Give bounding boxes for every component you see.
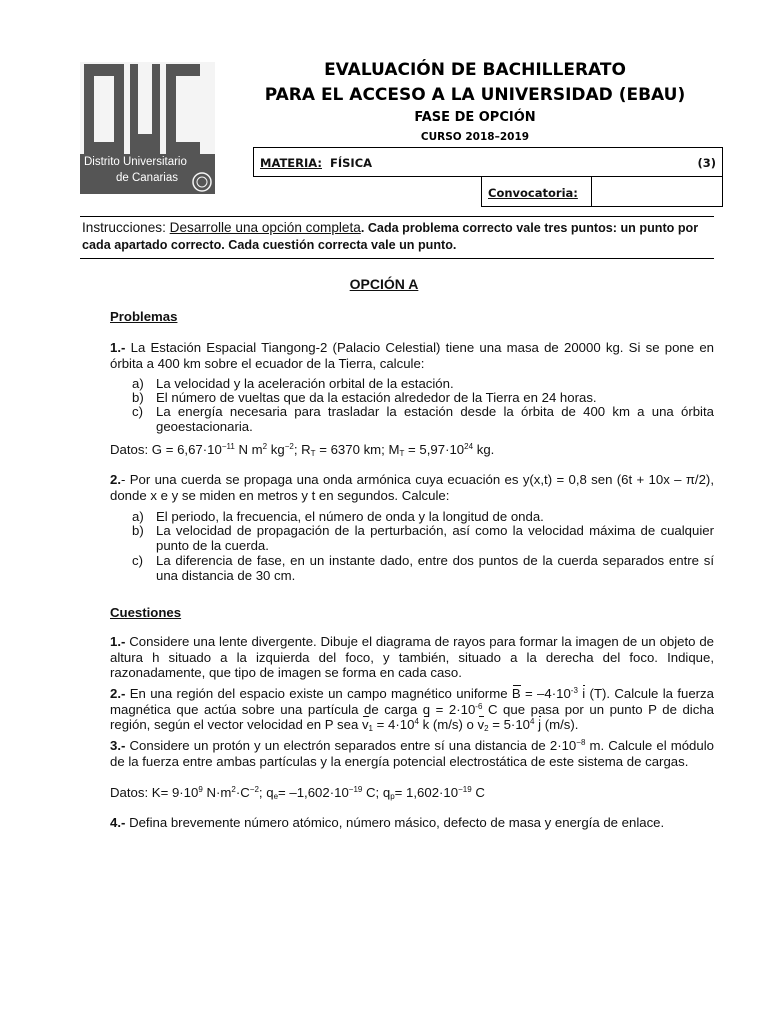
item-label: a)	[132, 509, 144, 524]
q3-d8: C	[471, 785, 485, 800]
q3-d6: C; q	[362, 785, 391, 800]
q3-data-label: Datos:	[110, 785, 149, 800]
question-1	[110, 634, 714, 681]
convocatoria-label: Convocatoria:	[488, 186, 578, 200]
question-1-number: 1.-	[110, 634, 126, 649]
question-3-number: 3.-	[110, 738, 126, 753]
instructions-rest: . Cada problema correcto vale tres puntos: un punto por cada apartado correcto. Cada cuestión correcta vale un punto.	[82, 221, 699, 252]
q3-d2: N·m	[202, 785, 232, 800]
q2-exp-3: 4	[414, 717, 419, 726]
data-rt-value: = 6370 km; M	[315, 442, 400, 457]
data-g-units: N m	[234, 442, 263, 457]
item-text: El periodo, la frecuencia, el número de onda y la longitud de onda.	[156, 509, 544, 524]
item-text: La energía necesaria para trasladar la estación desde la órbita de 400 km a una órbita geoestacionaria.	[156, 404, 714, 434]
convocatoria-box	[481, 177, 723, 207]
subject-number: (3)	[697, 156, 716, 170]
data-g-units2: kg	[267, 442, 285, 457]
question-2	[110, 686, 714, 733]
instructions-underlined: Desarrolle una opción completa	[169, 220, 361, 235]
subject-value: FÍSICA	[330, 156, 373, 170]
question-4	[110, 815, 714, 831]
data-g-exp: −11	[221, 442, 235, 451]
q3-d5: = –1,602·10	[278, 785, 349, 800]
question-4-number: 4.-	[110, 815, 126, 830]
q2-exp-2: -6	[475, 701, 483, 711]
data-rt-sub: T	[310, 449, 316, 458]
data-rt: ; R	[293, 442, 311, 457]
problem-2-item-a	[132, 509, 714, 524]
item-label: c)	[132, 404, 143, 419]
data-mt-sub: T	[399, 449, 405, 458]
convocatoria-divider	[591, 177, 592, 206]
item-text: La velocidad de propagación de la perturbación, así como la velocidad máxima de cualquier punto de la cuerda.	[156, 523, 714, 553]
problem-2-number: 2.	[110, 472, 121, 487]
logo-line-2: de Canarias	[116, 172, 179, 184]
item-label: a)	[132, 376, 144, 391]
problem-2-statement: - Por una cuerda se propaga una onda armónica cuya ecuación es y(x,t) = 0,8 sen (6t + 10x – π/2), donde x e y se miden en metros y t en segundos. Calcule:	[110, 472, 714, 503]
q3-exp-2: 9	[198, 785, 203, 794]
q3-text-2: m. Calcule el módulo de la fuerza entre ambas partículas y la energía potencial electrostática de este sistema de cargas.	[110, 738, 714, 769]
q2-text-8: (m/s).	[541, 717, 579, 732]
exam-phase: FASE DE OPCIÓN	[414, 110, 536, 125]
question-4-text: Defina brevemente número atómico, número másico, defecto de masa y energía de enlace.	[129, 815, 665, 830]
q3-d4: ; q	[258, 785, 274, 800]
q2-sub-1: 1	[368, 724, 373, 733]
problem-1-item-a	[132, 376, 714, 391]
item-label: b)	[132, 523, 144, 538]
instructions-lead-text: Instrucciones:	[82, 220, 166, 235]
questions-heading: Cuestiones	[110, 605, 182, 620]
problems-heading: Problemas	[110, 309, 178, 324]
q2-exp-4: 4	[530, 717, 535, 726]
q3-exp-6: −19	[458, 785, 472, 794]
q3-exp-4: −2	[249, 785, 259, 794]
subject-line	[260, 156, 372, 170]
vector-v2: v	[477, 717, 485, 732]
unit-vector-k: k	[422, 717, 430, 732]
item-text: La diferencia de fase, en un instante dado, entre dos puntos de la cuerda separados entre sí una distancia de 30 cm.	[156, 553, 714, 583]
vector-v1: v	[361, 717, 369, 732]
q3-exp-3: 2	[231, 785, 236, 794]
q3-sub-p: p	[390, 792, 395, 801]
option-title: OPCIÓN A	[349, 276, 419, 292]
data-label: Datos:	[110, 442, 149, 457]
q2-exp-1: -3	[570, 686, 578, 695]
problem-1-item-c	[132, 404, 714, 434]
problem-1-number: 1.-	[110, 340, 126, 355]
problem-2	[110, 472, 714, 503]
instructions-bottom-rule	[80, 258, 714, 259]
item-label: b)	[132, 390, 144, 405]
question-3	[110, 738, 714, 769]
q2-text-7: = 5·10	[488, 717, 530, 732]
data-g-units-exp: 2	[262, 442, 268, 451]
q2-text-6: (m/s) o	[429, 717, 478, 732]
subject-label: MATERIA:	[260, 156, 322, 170]
problem-2-item-b	[132, 523, 714, 553]
data-mt-exp: 24	[464, 442, 474, 451]
problem-1-statement: La Estación Espacial Tiangong-2 (Palacio Celestial) tiene una masa de 20000 kg. Si se pone en órbita a 400 km sobre el ecuador de la Tierra, calcule:	[110, 340, 714, 371]
unit-vector-i: i	[582, 686, 586, 701]
university-logo	[80, 62, 215, 194]
item-text: El número de vueltas que da la estación alrededor de la Tierra en 24 horas.	[156, 390, 597, 405]
q3-d1: K= 9·10	[151, 785, 199, 800]
q2-text-4: C que pasa por un punto P de dicha región, según el vector velocidad en P sea	[110, 701, 714, 732]
instructions-lead	[82, 220, 361, 235]
data-g-units2-exp: −2	[284, 442, 294, 451]
logo-line-1: Distrito Universitario	[84, 156, 187, 168]
q3-text-1: Considere un protón y un electrón separados entre sí una distancia de 2·10	[129, 738, 577, 753]
q2-text-2: = –4·10	[520, 686, 571, 701]
q2-text-1: En una región del espacio existe un campo magnético uniforme	[129, 686, 512, 701]
subject-box	[253, 147, 723, 177]
q2-text-3: (T). Calcule la fuerza magnética que actúa sobre una partícula de carga q = 2·10	[110, 686, 714, 717]
data-g: G = 6,67·10	[151, 442, 222, 457]
q2-sub-2: 2	[484, 724, 489, 733]
instructions	[82, 219, 722, 254]
question-2-number: 2.-	[110, 686, 126, 701]
q3-sub-e: e	[273, 792, 279, 801]
item-label: c)	[132, 553, 143, 568]
problem-1-data	[110, 442, 714, 458]
problem-2-item-c	[132, 553, 714, 583]
data-mt-value: = 5,97·10	[404, 442, 465, 457]
q3-d7: = 1,602·10	[394, 785, 459, 800]
vector-b: B	[511, 686, 521, 701]
q3-exp-1: −8	[576, 738, 586, 747]
instructions-top-rule	[80, 216, 714, 217]
problem-1-item-b	[132, 390, 714, 405]
exam-title-line-2: PARA EL ACCESO A LA UNIVERSIDAD (EBAU)	[264, 85, 686, 105]
exam-course: CURSO 2018–2019	[420, 131, 530, 143]
data-mt-units: kg.	[473, 442, 495, 457]
exam-title-line-1: EVALUACIÓN DE BACHILLERATO	[324, 60, 626, 80]
q2-text-5: = 4·10	[373, 717, 415, 732]
question-1-text: Considere una lente divergente. Dibuje el diagrama de rayos para formar la imagen de un objeto de altura h situado a la izquierda del foco, y también, situado a la derecha del foco. Indique, razonadamente, que tipo de imagen se forma en cada caso.	[110, 634, 714, 680]
q3-d3: ·C	[235, 785, 250, 800]
q3-exp-5: −19	[348, 785, 363, 794]
unit-vector-j: j	[538, 717, 542, 732]
question-3-data	[110, 785, 714, 801]
problem-1	[110, 340, 714, 371]
item-text: La velocidad y la aceleración orbital de la estación.	[156, 376, 454, 391]
